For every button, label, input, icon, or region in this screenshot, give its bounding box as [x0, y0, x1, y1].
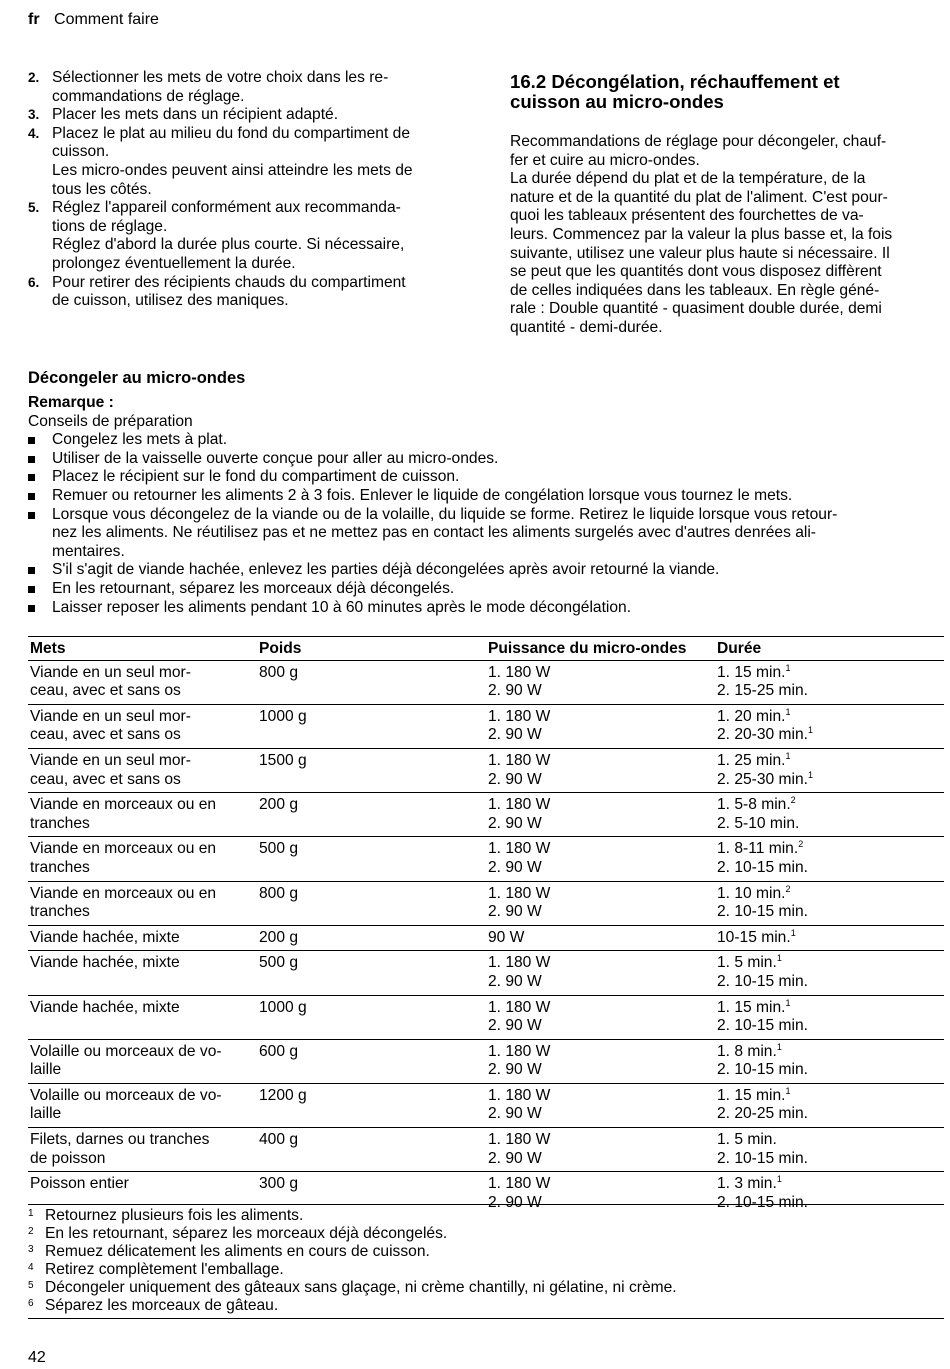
cell-line: [717, 752, 942, 771]
cell-poids: 800 g: [257, 660, 486, 704]
cell-mets: [28, 1039, 257, 1083]
cell-line: ceau, avec et sans os: [30, 726, 181, 744]
cell-line: 1. 180 W: [488, 751, 551, 769]
step-line: Réglez d'abord la durée plus courte. Si nécessaire,: [52, 236, 405, 254]
cell-mets: [28, 1083, 257, 1127]
text-line: rale : Double quantité - quasiment double durée, demi: [510, 300, 882, 318]
table-row: [28, 951, 944, 995]
note-intro: Conseils de préparation: [28, 412, 193, 430]
cell-line: Viande hachée, mixte: [30, 954, 180, 972]
bullet-line: mentaires.: [52, 542, 125, 560]
bullet-text: [52, 599, 944, 618]
step-line: cuisson.: [52, 143, 110, 161]
step-number: 4.: [28, 125, 40, 141]
cell-line: [717, 1061, 942, 1080]
step-number: 2.: [28, 70, 40, 85]
cell-puissance: [486, 995, 715, 1039]
step-item: [28, 69, 468, 106]
bullet-line: Lorsque vous décongelez de la viande ou de la volaille, du liquide se forme. Retirez le liquide lorsque vous retour-: [52, 505, 838, 523]
cell-puissance: [486, 925, 715, 951]
duration-text: 10-15 min.: [717, 928, 791, 946]
cell-line: 2. 90 W: [488, 682, 542, 700]
cell-line: 1. 180 W: [488, 707, 551, 725]
list-item: [28, 431, 944, 450]
cell-line: Viande en morceaux ou en: [30, 884, 217, 902]
cell-line: 2. 90 W: [488, 726, 542, 744]
list-item: [28, 580, 944, 599]
bullet-text: [52, 580, 944, 599]
cell-line: [717, 859, 942, 878]
cell-line: [717, 815, 942, 834]
cell-line: tranches: [30, 814, 90, 832]
cell-line: [717, 1131, 942, 1150]
duration-text: 1. 25 min.: [717, 751, 786, 769]
cell-poids: 1500 g: [257, 748, 486, 792]
cell-puissance: [486, 881, 715, 925]
step-number: 3.: [28, 107, 40, 123]
section-title: [510, 72, 944, 112]
list-item: [28, 450, 944, 469]
cell-line: laille: [30, 1105, 62, 1123]
cell-line: Viande hachée, mixte: [30, 998, 180, 1016]
cell-puissance: [486, 660, 715, 704]
cell-line: [717, 1105, 942, 1124]
step-text: [52, 69, 468, 106]
table-row: [28, 704, 944, 748]
cell-poids: 1000 g: [257, 995, 486, 1039]
list-item: [28, 599, 944, 618]
cell-mets: [28, 881, 257, 925]
duration-text: 2. 10-15 min.: [717, 972, 809, 990]
duration-text: 1. 3 min.: [717, 1175, 777, 1193]
bullet-line: En les retournant, séparez les morceaux déjà décongelés.: [52, 579, 455, 597]
cell-line: 1. 180 W: [488, 1086, 551, 1104]
footnote-ref: 1: [776, 1041, 782, 1052]
bullet-text: [52, 450, 944, 469]
list-item: [28, 487, 944, 506]
cell-line: 2. 90 W: [488, 972, 542, 990]
cell-poids: 300 g: [259, 1175, 299, 1193]
cell-line: [717, 885, 942, 904]
duration-text: 2. 10-15 min.: [717, 1017, 809, 1035]
step-item: [28, 274, 468, 311]
cell-puissance: [486, 1039, 715, 1083]
table-row: [28, 748, 944, 792]
cell-line: Poisson entier: [30, 1175, 129, 1193]
cell-duree: [715, 1128, 944, 1172]
cell-line: Viande en un seul mor-: [30, 707, 191, 725]
cell-line: de poisson: [30, 1149, 106, 1167]
footnote-mark: 2: [28, 1226, 34, 1237]
cell-line: Viande en un seul mor-: [30, 663, 191, 681]
step-text: [52, 274, 468, 311]
table-row: [28, 660, 944, 704]
cell-line: [717, 726, 942, 745]
list-item: [28, 468, 944, 487]
duration-text: 2. 15-25 min.: [717, 682, 809, 700]
footnote-mark: 6: [28, 1298, 34, 1309]
cell-line: 1. 180 W: [488, 840, 551, 858]
cell-puissance: [486, 748, 715, 792]
cell-line: [717, 771, 942, 790]
cell-poids: 200 g: [257, 793, 486, 837]
cell-line: ceau, avec et sans os: [30, 682, 181, 700]
footnote-mark: 3: [28, 1244, 34, 1255]
table-row: [28, 837, 944, 881]
cell-line: Volaille ou morceaux de vo-: [30, 1086, 222, 1104]
cell-line: 2. 90 W: [488, 903, 542, 921]
footnotes: [28, 1204, 944, 1319]
table-header-row: [28, 637, 944, 661]
col-header-puissance: Puissance du micro-ondes: [486, 637, 715, 661]
cell-line: [717, 708, 942, 727]
cell-line: 2. 90 W: [488, 1061, 542, 1079]
cell-line: 1. 180 W: [488, 998, 551, 1016]
cell-line: laille: [30, 1061, 62, 1079]
cell-puissance: [486, 704, 715, 748]
duration-text: 2. 10-15 min.: [717, 1061, 809, 1079]
cell-line: 1. 180 W: [488, 884, 551, 902]
step-line: Placer les mets dans un récipient adapté.: [52, 106, 339, 124]
footnote-text: En les retournant, séparez les morceaux déjà décongelés.: [45, 1225, 448, 1242]
step-line: Réglez l'appareil conformément aux recommanda-: [52, 199, 401, 217]
cell-line: Volaille ou morceaux de vo-: [30, 1042, 222, 1060]
section-title-line: 16.2 Décongélation, réchauffement et: [510, 71, 840, 92]
footnote-item: [28, 1207, 944, 1225]
bullet-square-icon: [28, 450, 52, 469]
cell-duree: [715, 837, 944, 881]
duration-text: 2. 5-10 min.: [717, 814, 800, 832]
text-line: Recommandations de réglage pour décongeler, chauf-: [510, 133, 887, 150]
cell-duree: [715, 881, 944, 925]
step-item: [28, 106, 468, 125]
cell-line: 2. 90 W: [488, 814, 542, 832]
step-line: Pour retirer des récipients chauds du compartiment: [52, 273, 406, 291]
duration-text: 1. 15 min.: [717, 1086, 786, 1104]
bullet-text: [52, 468, 944, 487]
bullet-square-icon: [28, 487, 52, 506]
footnote-text: Séparez les morceaux de gâteau.: [45, 1297, 279, 1314]
footnote-ref: 2: [798, 839, 804, 850]
bullet-text: [52, 431, 944, 450]
footnote-mark: 1: [28, 1208, 34, 1219]
list-item: [28, 561, 944, 580]
text-line: se peut que les quantités dont vous disposez diffèrent: [510, 263, 882, 281]
duration-text: 1. 8-11 min.: [717, 840, 799, 858]
table-row: [28, 1039, 944, 1083]
cell-line: 2. 90 W: [488, 770, 542, 788]
footnote-ref: 1: [808, 769, 814, 780]
defrost-section: [28, 368, 944, 617]
cell-duree: [715, 925, 944, 951]
cell-line: [717, 929, 942, 948]
text-line: quoi les tableaux présentent des fourchettes de va-: [510, 207, 864, 225]
cell-mets: [28, 1128, 257, 1172]
footnote-ref: 1: [785, 706, 791, 717]
footnote-ref: 2: [785, 883, 791, 894]
section-intro: [510, 133, 944, 170]
footnote-ref: 1: [808, 725, 814, 736]
cell-line: tranches: [30, 858, 90, 876]
cell-line: 90 W: [488, 928, 525, 946]
page-number: 42: [28, 1349, 46, 1366]
duration-text: 1. 15 min.: [717, 998, 786, 1016]
step-line: prolongez éventuellement la durée.: [52, 254, 296, 272]
cell-puissance: [486, 1083, 715, 1127]
section-body: [510, 170, 944, 337]
bullet-line: Placez le récipient sur le fond du compartiment de cuisson.: [52, 468, 460, 486]
bullet-line: Laisser reposer les aliments pendant 10 à 60 minutes après le mode décongélation.: [52, 598, 632, 616]
bullet-square-icon: [28, 468, 52, 487]
cell-mets: [28, 995, 257, 1039]
step-line: de cuisson, utilisez des maniques.: [52, 292, 289, 310]
cell-line: [717, 954, 942, 973]
footnote-ref: 1: [776, 1174, 782, 1185]
bullet-square-icon: [28, 431, 52, 450]
bullet-line: Utiliser de la vaisselle ouverte conçue pour aller au micro-ondes.: [52, 449, 499, 467]
cell-line: [717, 664, 942, 683]
footnote-item: [28, 1225, 944, 1243]
cell-puissance: [486, 793, 715, 837]
note-label: Remarque :: [28, 394, 114, 411]
step-line: commandations de réglage.: [52, 87, 245, 105]
duration-text: 2. 10-15 min.: [717, 1149, 809, 1167]
cell-poids: 500 g: [257, 837, 486, 881]
table-row: [28, 881, 944, 925]
cell-line: tranches: [30, 903, 90, 921]
duration-text: 1. 5-8 min.: [717, 796, 791, 814]
instruction-steps: [28, 69, 468, 311]
language-code: fr: [28, 11, 40, 28]
cell-mets: [28, 793, 257, 837]
cell-line: Viande en morceaux ou en: [30, 796, 217, 814]
cell-duree: [715, 1039, 944, 1083]
cell-line: 1. 180 W: [488, 1042, 551, 1060]
cell-mets: [28, 925, 257, 951]
duration-text: 1. 20 min.: [717, 707, 786, 725]
footnote-mark: 4: [28, 1262, 34, 1273]
footnote-text: Retournez plusieurs fois les aliments.: [45, 1207, 304, 1224]
cell-line: [717, 840, 942, 859]
cell-duree: [715, 995, 944, 1039]
bullet-square-icon: [28, 561, 52, 580]
cell-line: Viande hachée, mixte: [30, 928, 180, 946]
text-line: nature et de la quantité du plat de l'aliment. C'est pour-: [510, 188, 888, 206]
cell-line: [717, 903, 942, 922]
step-number: 5.: [28, 200, 40, 216]
bullet-text: [52, 487, 944, 506]
preparation-tips-list: [28, 431, 944, 617]
cell-line: 1. 180 W: [488, 1131, 551, 1149]
footnote-ref: 1: [785, 1085, 791, 1096]
cell-mets: [28, 748, 257, 792]
cell-line: 2. 90 W: [488, 858, 542, 876]
page-header: [28, 11, 159, 29]
cell-puissance: [486, 1128, 715, 1172]
footnote-item: [28, 1261, 944, 1279]
step-line: Les micro-ondes peuvent ainsi atteindre les mets de: [52, 161, 413, 179]
col-header-mets: Mets: [28, 637, 257, 661]
footnote-text: Remuez délicatement les aliments en cours de cuisson.: [45, 1243, 430, 1260]
col-header-duree: Durée: [715, 637, 944, 661]
footnote-ref: 1: [790, 927, 796, 938]
cell-line: Filets, darnes ou tranches: [30, 1131, 210, 1149]
cell-mets: [28, 951, 257, 995]
bullet-square-icon: [28, 580, 52, 599]
footnote-ref: 2: [790, 795, 796, 806]
footnote-ref: 1: [785, 997, 791, 1008]
cell-line: ceau, avec et sans os: [30, 770, 181, 788]
cell-mets: [28, 660, 257, 704]
cell-line: 2. 90 W: [488, 1017, 542, 1035]
cell-poids: 1000 g: [257, 704, 486, 748]
cell-line: [717, 1087, 942, 1106]
duration-text: 2. 20-25 min.: [717, 1105, 809, 1123]
cell-line: 1. 180 W: [488, 954, 551, 972]
cell-duree: [715, 793, 944, 837]
cell-duree: [715, 951, 944, 995]
chapter-title: Comment faire: [54, 11, 159, 28]
defrost-title: Décongeler au micro-ondes: [28, 369, 246, 387]
col-header-poids: Poids: [257, 637, 486, 661]
cell-poids: 1200 g: [257, 1083, 486, 1127]
bullet-square-icon: [28, 506, 52, 562]
step-text: [52, 125, 468, 199]
cell-line: 2. 90 W: [488, 1149, 542, 1167]
table-row: [28, 995, 944, 1039]
text-line: La durée dépend du plat et de la température, de la: [510, 170, 866, 188]
duration-text: 2. 10-15 min.: [717, 858, 809, 876]
cell-line: [717, 1017, 942, 1036]
cell-line: Viande en morceaux ou en: [30, 840, 217, 858]
footnote-text: Décongeler uniquement des gâteaux sans glaçage, ni crème chantilly, ni gélatine, ni crème.: [45, 1279, 677, 1296]
cell-mets: [28, 837, 257, 881]
cell-puissance: [486, 951, 715, 995]
duration-text: 1. 5 min.: [717, 954, 777, 972]
footnote-item: [28, 1297, 944, 1315]
bullet-line: Remuer ou retourner les aliments 2 à 3 fois. Enlever le liquide de congélation lorsque vous tournez le mets.: [52, 486, 793, 504]
step-item: [28, 125, 468, 199]
cell-line: [717, 1175, 942, 1194]
cell-mets: [28, 704, 257, 748]
duration-text: 1. 5 min.: [717, 1131, 777, 1149]
cell-line: Viande en un seul mor-: [30, 751, 191, 769]
cell-line: [717, 973, 942, 992]
footnote-ref: 1: [785, 750, 791, 761]
duration-text: 2. 25-30 min.: [717, 770, 809, 788]
cell-duree: [715, 748, 944, 792]
footnote-item: [28, 1243, 944, 1261]
duration-text: 1. 8 min.: [717, 1042, 777, 1060]
text-line: leurs. Commencez par la valeur la plus basse et, la fois: [510, 225, 893, 243]
text-line: quantité - demi-durée.: [510, 318, 663, 336]
cell-line: 2. 90 W: [488, 1105, 542, 1123]
table-row: [28, 1128, 944, 1172]
footnote-mark: 5: [28, 1280, 34, 1291]
table-row: [28, 925, 944, 951]
cell-line: [717, 999, 942, 1018]
step-line: tions de réglage.: [52, 217, 168, 235]
table-row: [28, 1083, 944, 1127]
step-item: [28, 199, 468, 273]
footnote-text: Retirez complètement l'emballage.: [45, 1261, 284, 1278]
cell-poids: 600 g: [257, 1039, 486, 1083]
section-16-2: [510, 72, 944, 338]
cell-line: [717, 1043, 942, 1062]
duration-text: 2. 10-15 min.: [717, 903, 809, 921]
footnote-ref: 1: [776, 953, 782, 964]
cell-duree: [715, 1083, 944, 1127]
cell-line: 1. 180 W: [488, 663, 551, 681]
footnote-item: [28, 1279, 944, 1297]
section-title-line: cuisson au micro-ondes: [510, 91, 724, 112]
bullet-line: nez les aliments. Ne réutilisez pas et ne mettez pas en contact les aliments surgelés avec d'autres denrées ali-: [52, 524, 816, 542]
footnote-ref: 1: [785, 662, 791, 673]
cell-line: 1. 180 W: [488, 1175, 551, 1193]
bullet-text: [52, 561, 944, 580]
duration-text: 2. 20-30 min.: [717, 726, 809, 744]
list-item: [28, 506, 944, 562]
step-text: [52, 106, 468, 125]
cell-poids: 500 g: [257, 951, 486, 995]
table-row: [28, 793, 944, 837]
cell-line: [717, 1150, 942, 1169]
step-line: Placez le plat au milieu du fond du compartiment de: [52, 124, 410, 142]
cell-duree: [715, 704, 944, 748]
duration-text: 2. 10-15 min.: [717, 1193, 809, 1211]
step-line: tous les côtés.: [52, 180, 152, 198]
bullet-square-icon: [28, 599, 52, 618]
cell-puissance: [486, 837, 715, 881]
step-text: [52, 199, 468, 273]
cell-line: 2. 90 W: [488, 1193, 542, 1211]
text-line: fer et cuire au micro-ondes.: [510, 151, 700, 169]
cell-poids: 400 g: [257, 1128, 486, 1172]
cell-duree: [715, 660, 944, 704]
cell-poids: 800 g: [257, 881, 486, 925]
bullet-text: [52, 506, 944, 562]
bullet-line: Congelez les mets à plat.: [52, 431, 228, 449]
cell-line: [717, 682, 942, 701]
step-number: 6.: [28, 274, 40, 290]
duration-text: 1. 10 min.: [717, 884, 786, 902]
text-line: de celles indiquées dans les tableaux. En règle géné-: [510, 281, 880, 299]
text-line: suivante, utilisez une valeur plus haute si nécessaire. Il: [510, 244, 890, 262]
bullet-line: S'il s'agit de viande hachée, enlevez les parties déjà décongelées après avoir retourné la viande.: [52, 561, 720, 579]
step-line: Sélectionner les mets de votre choix dans les re-: [52, 69, 389, 86]
cell-line: 1. 180 W: [488, 796, 551, 814]
cell-poids: 200 g: [257, 925, 486, 951]
duration-text: 1. 15 min.: [717, 663, 786, 681]
defrost-table: [28, 636, 944, 1215]
cell-line: [717, 796, 942, 815]
